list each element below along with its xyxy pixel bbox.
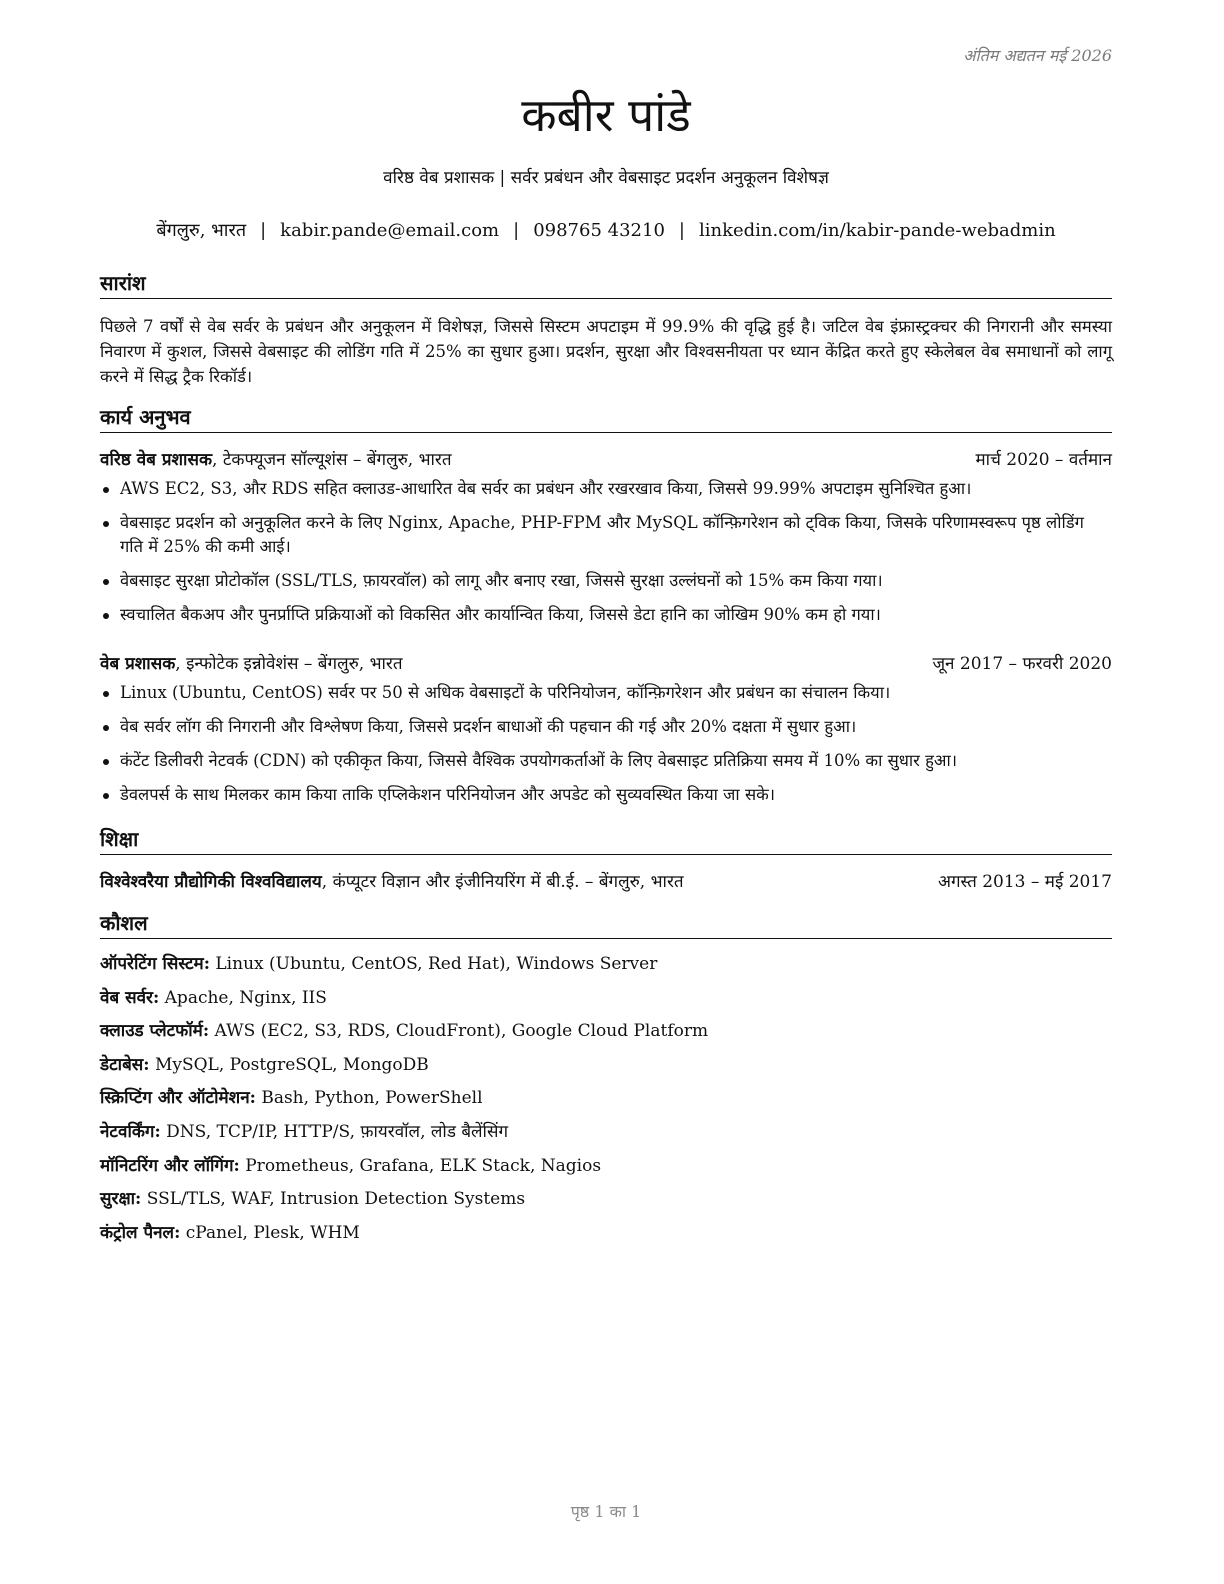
job-bullet: वेब सर्वर लॉग की निगरानी और विश्लेषण किया, जिससे प्रदर्शन बाधाओं की पहचान की गई और 20% दक्षता में सुधार हुआ। (100, 715, 1112, 739)
skill-value: DNS, TCP/IP, HTTP/S, फ़ायरवॉल, लोड बैलेंसिंग (160, 1121, 509, 1142)
education-degree: , कंप्यूटर विज्ञान और इंजीनियरिंग में बी.ई. – बेंगलुरु, भारत (321, 872, 684, 892)
job-header (100, 448, 1112, 472)
skill-value: MySQL, PostgreSQL, MongoDB (149, 1054, 429, 1075)
skill-value: AWS (EC2, S3, RDS, CloudFront), Google Cloud Platform (209, 1021, 709, 1042)
resume-page (100, 0, 1112, 1584)
job-bullet: वेबसाइट सुरक्षा प्रोटोकॉल (SSL/TLS, फ़ायरवॉल) को लागू और बनाए रखा, जिससे सुरक्षा उल्लंघनों को 15% कम किया गया। (100, 569, 1112, 593)
education-dates: अगस्त 2013 – मई 2017 (937, 872, 1112, 892)
education-school: विश्वेश्वरैया प्रौद्योगिकी विश्वविद्यालय (100, 872, 322, 892)
skill-row (100, 1053, 1112, 1087)
skill-row (100, 1221, 1112, 1255)
last-updated: अंतिम अद्यतन मई 2026 (963, 46, 1112, 65)
skill-value: Apache, Nginx, IIS (159, 987, 327, 1008)
skill-row (100, 1120, 1112, 1154)
job-title-line (100, 448, 452, 472)
skill-label: मॉनिटरिंग और लॉगिंग: (100, 1155, 240, 1176)
job-bullet: स्वचालित बैकअप और पुनर्प्राप्ति प्रक्रियाओं को विकसित और कार्यान्वित किया, जिससे डेटा हानि का जोखिम 90% कम हो गया। (100, 603, 1112, 627)
job-header (100, 652, 1112, 676)
skill-label: क्लाउड प्लेटफॉर्म: (100, 1021, 210, 1042)
skill-value: Linux (Ubuntu, CentOS, Red Hat), Windows Server (209, 954, 658, 974)
skill-row (100, 986, 1112, 1020)
skill-label: कंट्रोल पैनल: (100, 1222, 181, 1243)
section-title-summary: सारांश (100, 270, 1112, 299)
skills-list (100, 952, 1112, 1254)
job-title: वेब प्रशासक (100, 654, 176, 674)
skill-row (100, 1086, 1112, 1120)
page-number: पृष्ठ 1 का 1 (570, 1502, 642, 1521)
education-line (100, 870, 684, 894)
headline: वरिष्ठ वेब प्रशासक | सर्वर प्रबंधन और वेबसाइट प्रदर्शन अनुकूलन विशेषज्ञ (383, 168, 829, 188)
contact-separator: | (678, 220, 685, 241)
skill-label: नेटवर्किंग: (100, 1121, 161, 1142)
skill-row (100, 1154, 1112, 1188)
skill-value: Bash, Python, PowerShell (255, 1088, 483, 1109)
job-bullet: वेबसाइट प्रदर्शन को अनुकूलित करने के लिए Nginx, Apache, PHP-FPM और MySQL कॉन्फ़िगरेशन को ट्विक किया, जिसके परिणामस्वरूप पृष्ठ लोडिंग गति में 25% की कमी आई। (100, 511, 1112, 559)
section-title-experience: कार्य अनुभव (100, 404, 1112, 433)
skill-row (100, 1187, 1112, 1221)
job-bullets (100, 681, 1112, 817)
job-bullet: कंटेंट डिलीवरी नेटवर्क (CDN) को एकीकृत किया, जिससे वैश्विक उपयोगकर्ताओं के लिए वेबसाइट प्रतिक्रिया समय में 10% का सुधार हुआ। (100, 749, 1112, 773)
skill-label: सुरक्षा: (100, 1189, 142, 1210)
contact-phone: 098765 43210 (533, 220, 665, 241)
skill-label: स्क्रिप्टिंग और ऑटोमेशन: (100, 1088, 256, 1109)
candidate-name: कबीर पांडे (521, 88, 691, 142)
job-bullet: डेवलपर्स के साथ मिलकर काम किया ताकि एप्लिकेशन परिनियोजन और अपडेट को सुव्यवस्थित किया जा सके। (100, 783, 1112, 807)
contact-linkedin[interactable]: linkedin.com/in/kabir-pande-webadmin (698, 220, 1056, 241)
skill-label: ऑपरेटिंग सिस्टम: (100, 954, 210, 974)
skill-row (100, 1019, 1112, 1053)
contact-line (100, 218, 1112, 244)
contact-location: बेंगलुरु, भारत (156, 220, 247, 241)
job-dates: मार्च 2020 – वर्तमान (975, 450, 1112, 470)
contact-separator: | (513, 220, 520, 241)
job-title: वरिष्ठ वेब प्रशासक (100, 450, 213, 470)
skill-value: Prometheus, Grafana, ELK Stack, Nagios (239, 1155, 602, 1176)
skill-row (100, 952, 1112, 986)
skill-label: डेटाबेस: (100, 1054, 150, 1075)
job-dates: जून 2017 – फरवरी 2020 (932, 654, 1112, 674)
section-title-education: शिक्षा (100, 826, 1112, 855)
skill-value: SSL/TLS, WAF, Intrusion Detection Systems (141, 1189, 526, 1210)
summary-text: पिछले 7 वर्षों से वेब सर्वर के प्रबंधन और अनुकूलन में विशेषज्ञ, जिससे सिस्टम अपटाइम में 99.9% की वृद्धि हुई है। जटिल वेब इंफ्रास्ट्रक्चर की निगरानी और समस्या निवारण में कुशल, जिससे वेबसाइट की लोडिंग गति में 25% का सुधार हुआ। प्रदर्शन, सुरक्षा और विश्वसनीयता पर ध्यान केंद्रित करते हुए स्केलेबल वेब समाधानों को लागू करने में सिद्ध ट्रैक रिकॉर्ड। (100, 317, 1112, 386)
skill-label: वेब सर्वर: (100, 987, 160, 1008)
job-bullet: AWS EC2, S3, और RDS सहित क्लाउड-आधारित वेब सर्वर का प्रबंधन और रखरखाव किया, जिससे 99.99% अपटाइम सुनिश्चित हुआ। (100, 477, 1112, 501)
job-title-line (100, 652, 403, 676)
job-company: , टेकफ्यूजन सॉल्यूशंस – बेंगलुरु, भारत (212, 450, 452, 470)
job-bullets (100, 477, 1112, 637)
contact-email[interactable]: kabir.pande@email.com (280, 220, 500, 241)
contact-separator: | (260, 220, 267, 241)
job-bullet: Linux (Ubuntu, CentOS) सर्वर पर 50 से अधिक वेबसाइटों के परिनियोजन, कॉन्फ़िगरेशन और प्रबंधन का संचालन किया। (100, 681, 1112, 705)
education-entry (100, 870, 1112, 894)
skill-value: cPanel, Plesk, WHM (180, 1222, 360, 1243)
section-title-skills: कौशल (100, 910, 1112, 939)
job-company: , इन्फोटेक इन्नोवेशंस – बेंगलुरु, भारत (175, 654, 403, 674)
